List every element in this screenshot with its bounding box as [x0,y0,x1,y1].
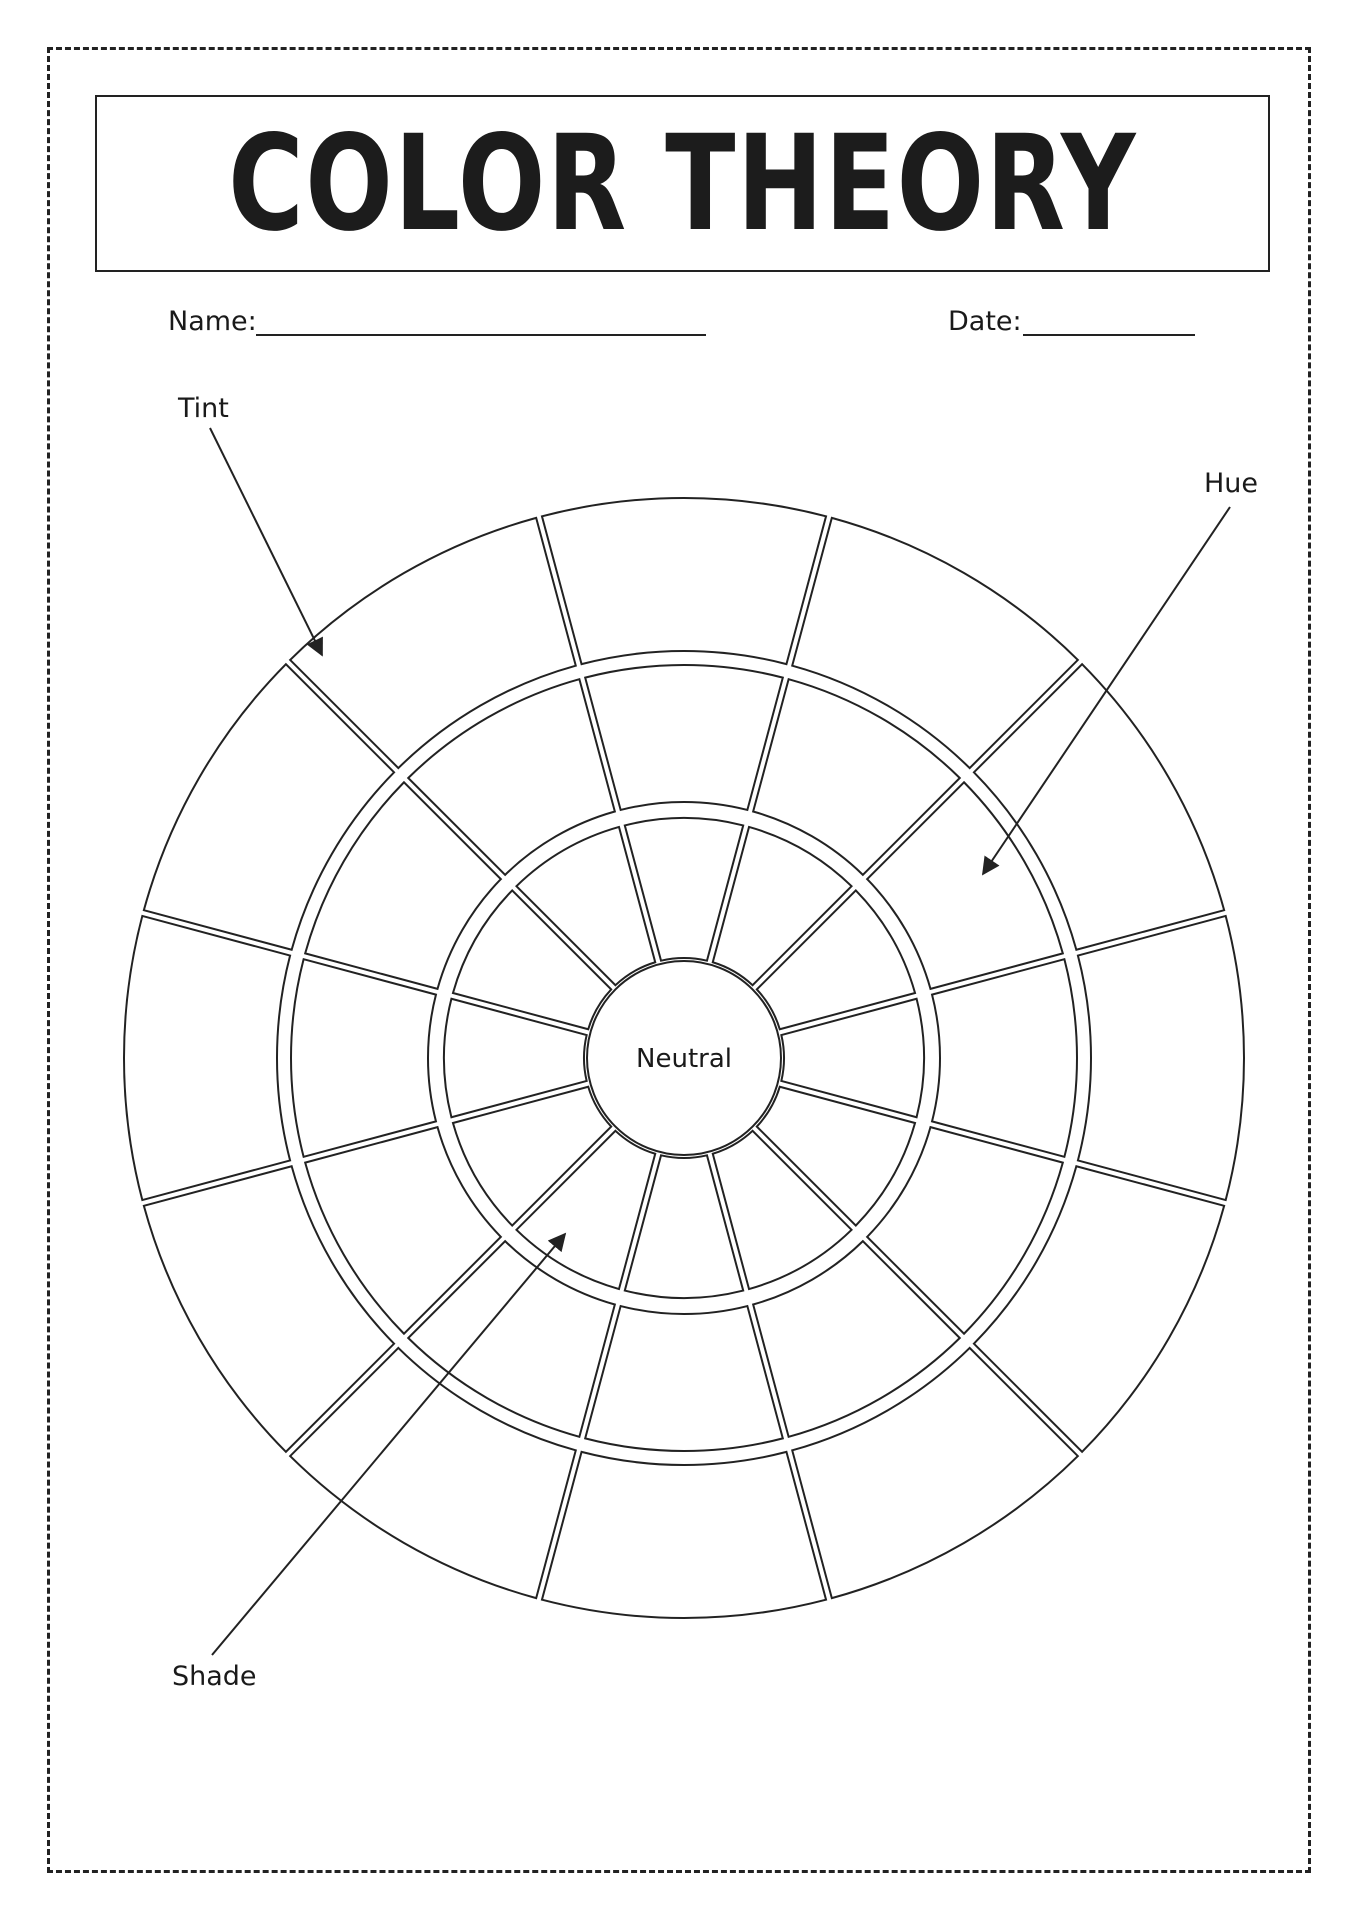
page-title: COLOR THEORY [228,106,1137,261]
tint-label: Tint [178,393,229,424]
tint-arrow [210,428,322,655]
middle-ring-segment-1[interactable] [585,665,783,810]
date-label: Date: [948,306,1022,337]
outer-ring-segment-1[interactable] [542,498,826,664]
middle-ring-segment-4[interactable] [932,959,1077,1157]
outer-ring-segment-7[interactable] [542,1452,826,1618]
outer-ring-segment-4[interactable] [1078,916,1244,1200]
outer-ring-segment-10[interactable] [124,916,290,1200]
name-label: Name: [168,306,257,337]
neutral-label: Neutral [636,1044,732,1074]
middle-ring-segment-7[interactable] [585,1306,783,1451]
hue-label: Hue [1204,468,1259,499]
middle-ring-segment-10[interactable] [291,959,436,1157]
shade-label: Shade [172,1661,257,1692]
